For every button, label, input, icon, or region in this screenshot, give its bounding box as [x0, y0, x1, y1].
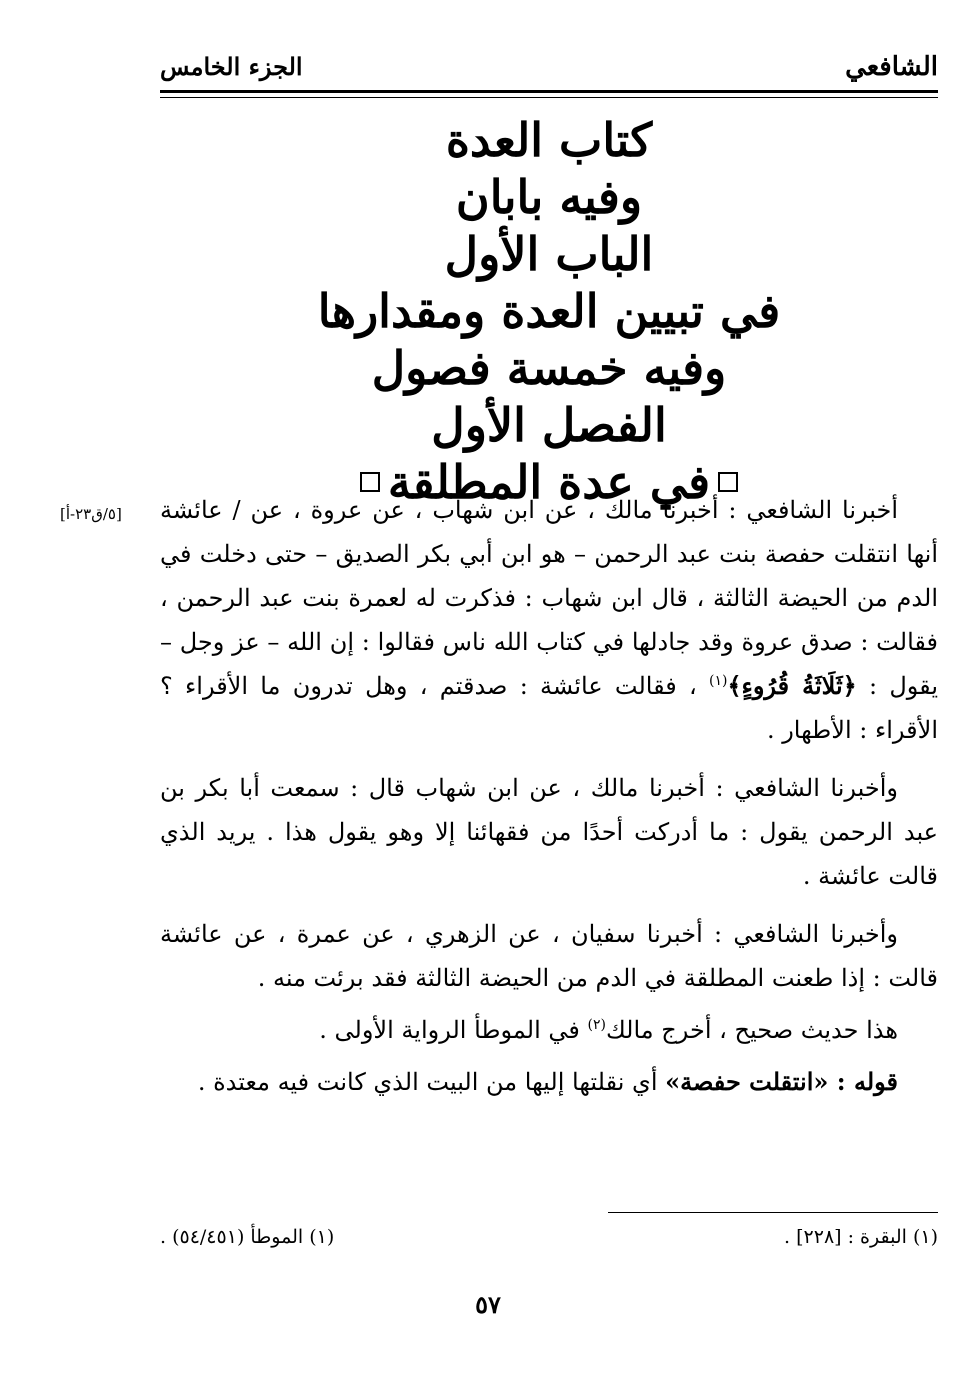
page-number: ٥٧ [475, 1290, 501, 1319]
chapter-subtitle: وفيه بابان [455, 170, 643, 224]
paragraph-5 [160, 1060, 938, 1104]
paragraph-text: أي نقلتها إليها من البيت الذي كانت فيه معتدة . [197, 1068, 666, 1096]
subsection-heading: الفصل الأول [431, 398, 667, 452]
header-book-title: الشافعي [845, 52, 938, 82]
footnote-2: (١) الموطأ (٥٤/٤٥١) . [160, 1226, 335, 1248]
chapter-title-block [160, 112, 938, 511]
paragraph-text: في الموطأ الرواية الأولى . [319, 1016, 588, 1044]
footnotes [160, 1226, 938, 1256]
book-title: كتاب العدة [445, 113, 653, 167]
header-rule-thin [160, 97, 938, 98]
header-volume-title: الجزء الخامس [160, 52, 303, 81]
paragraph-text: هذا حديث صحيح ، أخرج مالك [605, 1016, 898, 1044]
footnote-1: (١) البقرة : [٢٢٨] . [784, 1226, 938, 1248]
paragraph-text: أخبرنا الشافعي : أخبرنا مالك ، عن ابن شهاب ، عن عروة ، عن / عائشة أنها انتقلت حفصة بنت عبد الرحمن – هو ابن أبي بكر الصديق – حتى دخلت في الدم من الحيضة الثالثة ، قال ابن شهاب : فذكرت له لعمرة بنت عبد الرحمن ، فقالت : صدق عروة وقد جادلها في كتاب الله ناس فقالوا : إن الله – عز وجل – يقول : [160, 496, 939, 700]
paragraph-text: ، فقالت عائشة : صدقتم ، وهل تدرون ما الأقراء ؟ الأقراء : الأطهار . [160, 672, 938, 744]
body-text [160, 488, 938, 1118]
paragraph-1 [160, 488, 938, 752]
subsection-topic: في عدة المطلقة [387, 455, 711, 509]
section-subtitle: وفيه خمسة فصول [371, 341, 727, 395]
paragraph-4 [160, 1008, 938, 1052]
commentary-lead: قوله : «انتقلت حفصة» [665, 1067, 898, 1096]
quran-quote: ﴿ثَلَاثَةُ قُرُوءٍ﴾ [727, 671, 857, 700]
manuscript-margin-note: [٥/ق٢٣-أ] [60, 505, 122, 523]
paragraph-2: وأخبرنا الشافعي : أخبرنا مالك ، عن ابن شهاب قال : سمعت أبا بكر بن عبد الرحمن يقول : ما أدركت أحدًا من فقهائنا إلا وهو يقول هذا . يريد الذي قالت عائشة . [160, 774, 938, 890]
footnote-separator [608, 1212, 938, 1213]
section-topic: في تبيين العدة ومقدارها [317, 284, 781, 338]
running-header [160, 44, 938, 90]
section-heading: الباب الأول [444, 227, 654, 281]
header-rule-thick [160, 90, 938, 93]
paragraph-3: وأخبرنا الشافعي : أخبرنا سفيان ، عن الزهري ، عن عمرة ، عن عائشة قالت : إذا طعنت المطلقة في الدم من الحيضة الثالثة فقد برئت منه . [160, 920, 938, 992]
footnote-ref: (١) [709, 673, 728, 689]
footnote-ref: (٢) [587, 1017, 606, 1033]
